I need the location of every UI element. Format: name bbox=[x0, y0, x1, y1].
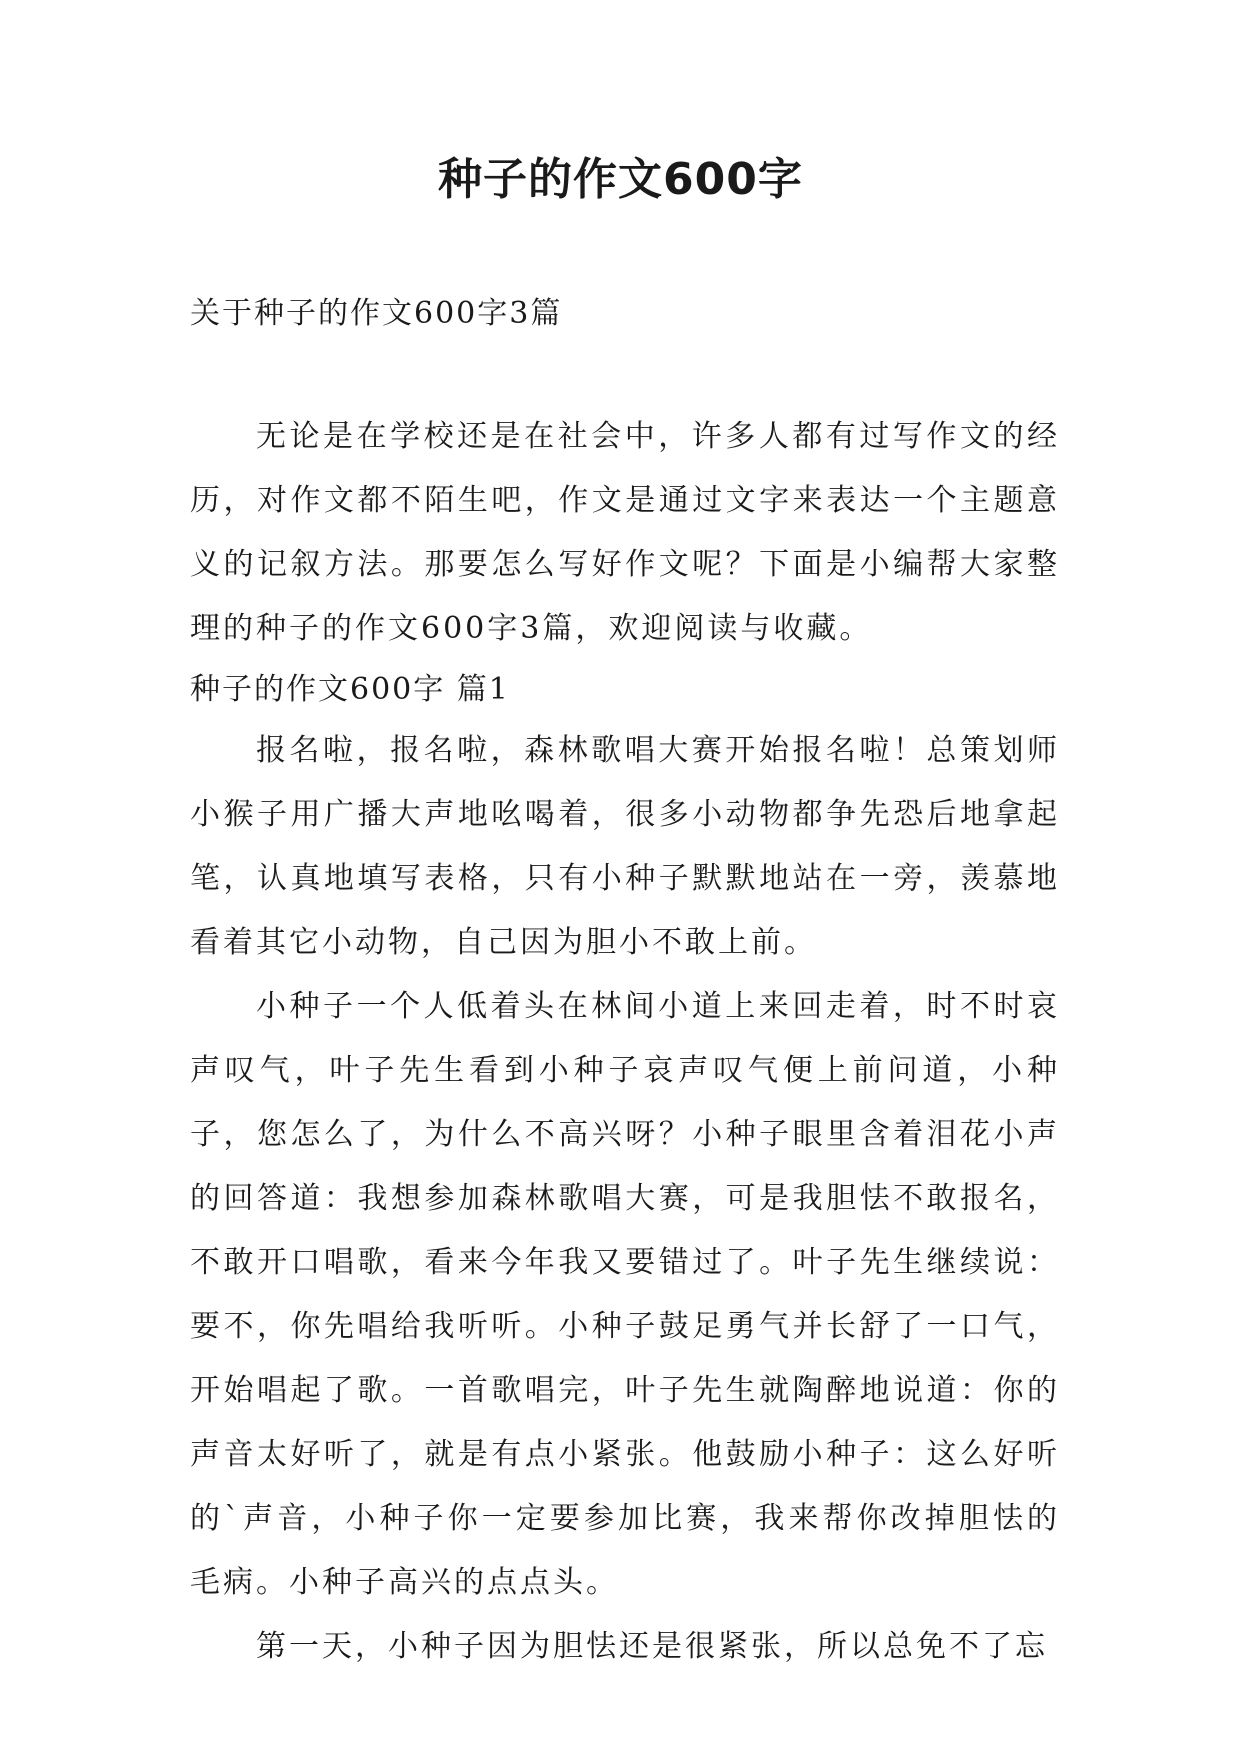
body-paragraph-2: 小种子一个人低着头在林间小道上来回走着，时不时哀声叹气，叶子先生看到小种子哀声叹气便上前问道，小种子，您怎么了，为什么不高兴呀？小种子眼里含着泪花小声的回答道：我想参加森林歌唱大赛，可是我胆怯不敢报名，不敢开口唱歌，看来今年我又要错过了。叶子先生继续说：要不，你先唱给我听听。小种子鼓足勇气并长舒了一口气，开始唱起了歌。一首歌唱完，叶子先生就陶醉地说道：你的声音太好听了，就是有点小紧张。他鼓励小种子：这么好听的`声音，小种子你一定要参加比赛，我来帮你改掉胆怯的毛病。小种子高兴的点点头。 bbox=[190, 989, 1060, 1600]
body-paragraph-1: 报名啦，报名啦，森林歌唱大赛开始报名啦！总策划师小猴子用广播大声地吆喝着，很多小动物都争先恐后地拿起笔，认真地填写表格，只有小种子默默地站在一旁，羡慕地看着其它小动物，自己因为胆小不敢上前。 bbox=[190, 733, 1060, 960]
body-paragraph-3: 第一天，小种子因为胆怯还是很紧张，所以总免不了忘 bbox=[256, 1629, 1048, 1664]
document-title: 种子的作文600字 bbox=[438, 154, 803, 205]
document-subtitle: 关于种子的作文600字3篇 bbox=[190, 296, 563, 331]
document-body bbox=[190, 405, 1060, 1679]
intro-paragraph: 无论是在学校还是在社会中，许多人都有过写作文的经历，对作文都不陌生吧，作文是通过文字来表达一个主题意义的记叙方法。那要怎么写好作文呢？下面是小编帮大家整理的种子的作文600字3篇，欢迎阅读与收藏。 bbox=[190, 419, 1060, 646]
section-heading: 种子的作文600字 篇1 bbox=[190, 672, 510, 707]
